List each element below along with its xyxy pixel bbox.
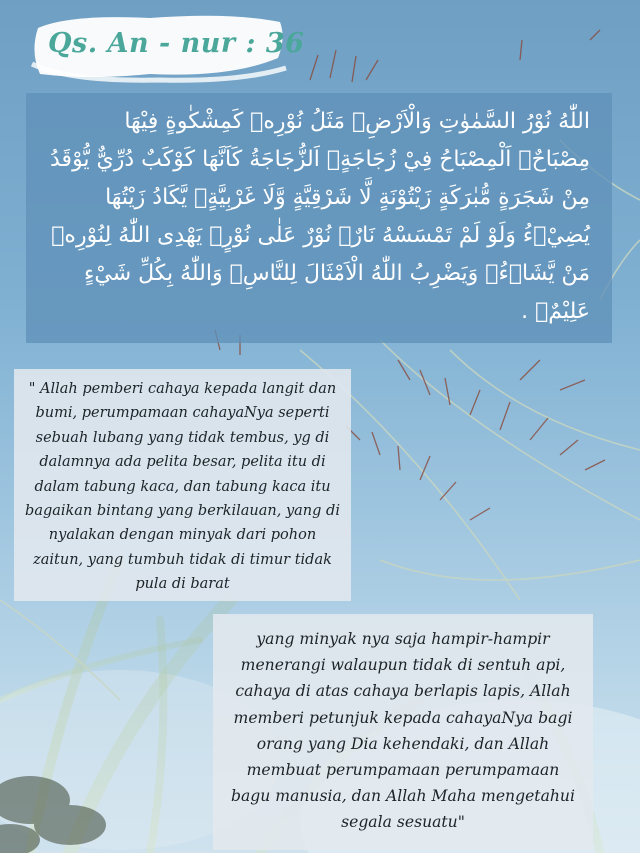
translation-text-2: yang minyak nya saja hampir-hampir menerangi walaupun tidak di sentuh api, cahaya di atas cahaya berlapis lapis, Allah memberi petunjuk kepada cahayaNya bagi orang yang Dia kehendaki, dan Allah membuat perumpamaan perumpamaan bagu manusia, dan Allah Maha mengetahui segala sesuatu" xyxy=(231,630,575,832)
page-title: Qs. An - nur : 36 xyxy=(48,28,305,59)
translation-text-1: " Allah pemberi cahaya kepada langit dan bumi, perumpamaan cahayaNya seperti sebuah lubang yang tidak tembus, yg di dalamnya ada pelita besar, pelita itu di dalam tabung kaca, dan tabung kaca itu bagaikan bintang yang berkilauan, yang di nyalakan dengan minyak dari pohon zaitun, yang tumbuh tidak di timur tidak pula di barat xyxy=(25,381,340,593)
arabic-verse-text: اللّٰهُ نُوْرُ السَّمٰوٰتِ وَالْاَرْضِۗ مَثَلُ نُوْرِهٖ كَمِشْكٰوةٍ فِيْهَا مِصْبَاحٌۗ اَلْمِصْبَاحُ فِيْ زُجَاجَةٍۗ اَلزُّجَاجَةُ كَاَنَّهَا كَوْكَبٌ دُرِّيٌّ يُّوْقَدُ مِنْ شَجَرَةٍ مُّبٰرَكَةٍ زَيْتُوْنَةٍ لَّا شَرْقِيَّةٍ وَّلَا غَرْبِيَّةٍۙ يَّكَادُ زَيْتُهَا يُضِيْۤءُ وَلَوْ لَمْ تَمْسَسْهُ نَارٌۗ نُوْرٌ عَلٰى نُوْرٍۗ يَهْدِى اللّٰهُ لِنُوْرِهٖ مَنْ يَّشَاۤءُۗ وَيَضْرِبُ اللّٰهُ الْاَمْثَالَ لِلنَّاسِۗ وَاللّٰهُ بِكُلِّ شَيْءٍ عَلِيْمٌۙ . xyxy=(50,109,590,324)
title-banner xyxy=(30,8,305,86)
translation-panel-2 xyxy=(213,614,593,850)
arabic-verse-panel xyxy=(26,93,612,343)
translation-panel-1 xyxy=(14,369,351,601)
